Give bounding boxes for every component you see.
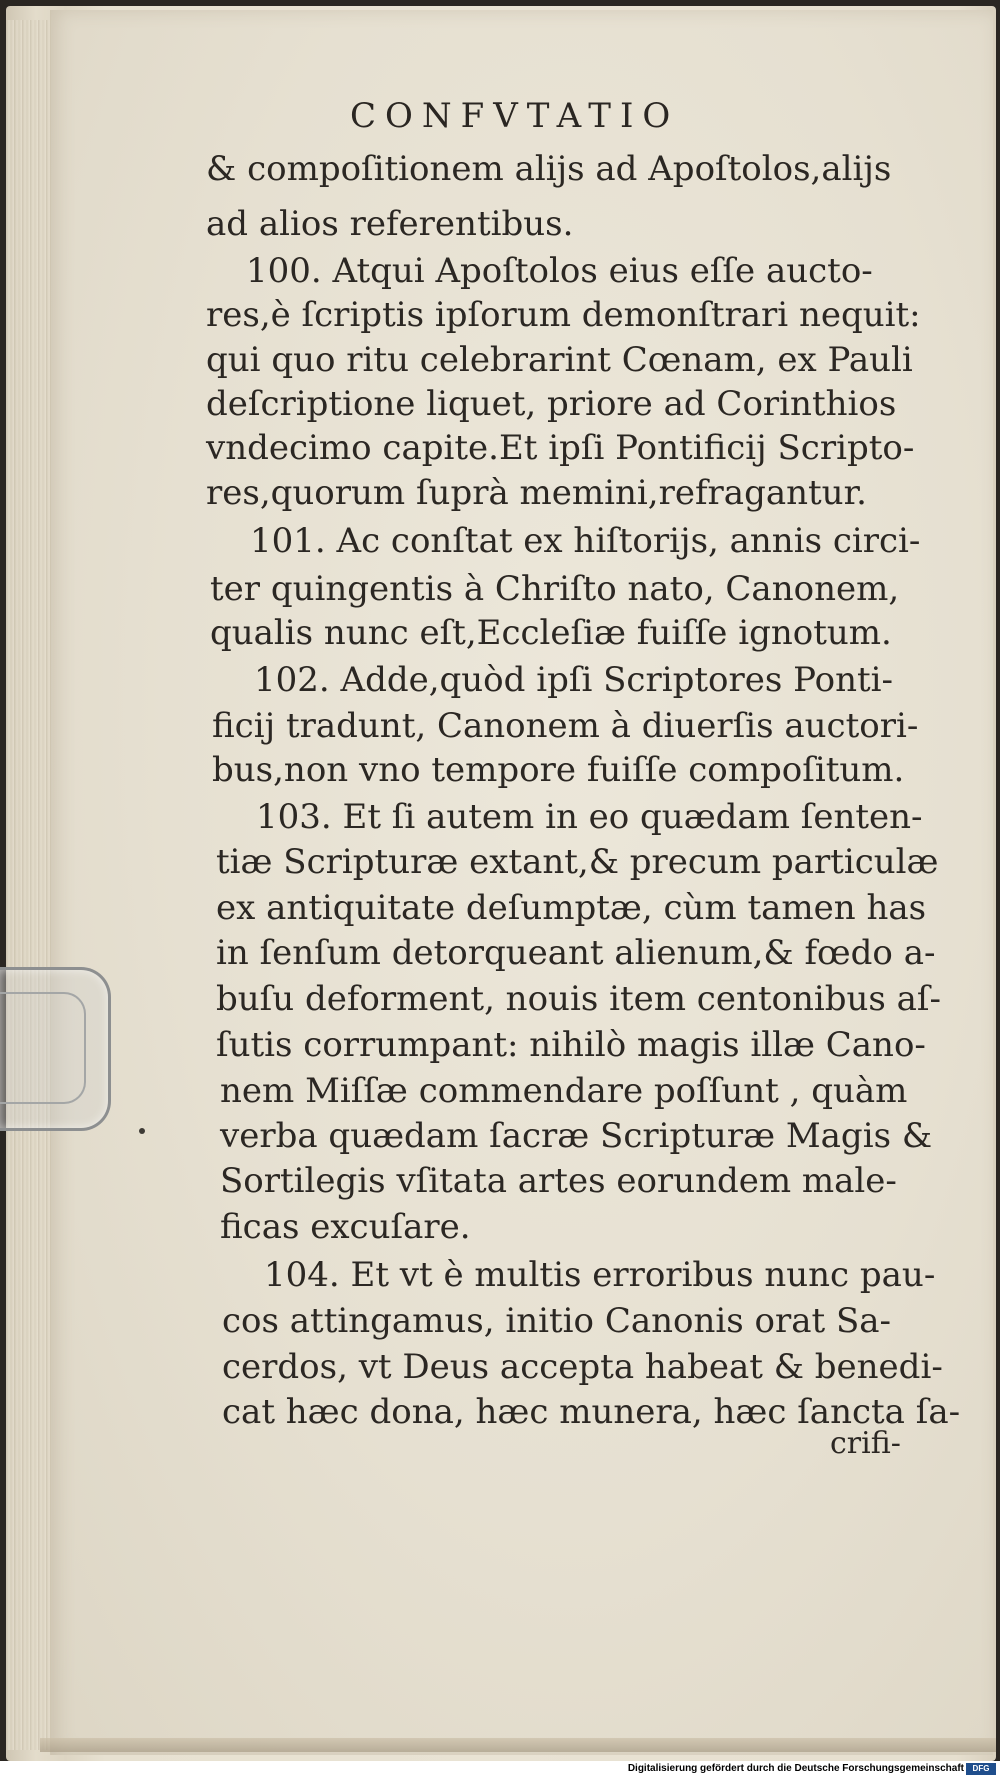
text-line: res,quorum ſuprà memini,refragantur. — [206, 473, 867, 513]
footer-credit: Digitalisierung gefördert durch die Deutsche Forschungsgemeinschaft — [627, 1763, 964, 1774]
text-line: buſu deforment, nouis item centonibus aſ- — [216, 979, 942, 1019]
ink-speck — [139, 1128, 145, 1134]
text-line: 100. Atqui Apoſtolos eius eſſe aucto- — [246, 251, 873, 291]
text-line: deſcriptione liquet, priore ad Corinthios — [206, 384, 897, 424]
text-line: cat hæc dona, hæc munera, hæc ſancta ſa- — [222, 1392, 961, 1432]
text-line: nem Miſſæ commendare poſſunt , quàm — [220, 1071, 908, 1111]
running-head: CONFVTATIO — [350, 96, 680, 136]
page-bottom-edge — [40, 1738, 996, 1752]
catchword: crifi- — [830, 1426, 901, 1461]
text-line: vndecimo capite.Et ipſi Pontificij Scripto- — [206, 428, 915, 468]
text-line: & compoſitionem alijs ad Apoſtolos,alijs — [206, 149, 892, 189]
text-line: cos attingamus, initio Canonis orat Sa- — [222, 1301, 892, 1341]
text-line: in ſenſum detorqueant alienum,& fœdo a- — [216, 933, 936, 973]
text-line: verba quædam ſacræ Scripturæ Magis & — [220, 1116, 933, 1156]
text-line: ficij tradunt, Canonem à diuerſis auctori- — [212, 706, 919, 746]
text-line: ſutis corrumpant: nihilò magis illæ Cano- — [216, 1025, 926, 1065]
text-line: 103. Et ſi autem in eo quædam ſenten- — [256, 797, 923, 837]
text-line: 104. Et vt è multis erroribus nunc pau- — [264, 1255, 936, 1295]
text-line: ficas excuſare. — [220, 1207, 471, 1247]
text-line: 101. Ac conſtat ex hiſtorijs, annis circi- — [250, 521, 921, 561]
text-line: 102. Adde,quòd ipſi Scriptores Ponti- — [254, 660, 894, 700]
glass-clip-inner — [0, 992, 86, 1104]
text-line: ad alios referentibus. — [206, 204, 574, 244]
page-edges — [6, 20, 56, 1750]
text-line: qualis nunc eſt,Eccleſiæ fuiſſe ignotum. — [210, 613, 892, 653]
text-line: qui quo ritu celebrarint Cœnam, ex Pauli — [206, 340, 913, 380]
text-line: cerdos, vt Deus accepta habeat & benedi- — [222, 1347, 943, 1387]
text-line: Sortilegis vſitata artes eorundem male- — [220, 1161, 897, 1201]
text-line: ex antiquitate deſumptæ, cùm tamen has — [216, 888, 927, 928]
text-line: res,è ſcriptis ipſorum demonſtrari nequit: — [206, 295, 921, 335]
text-line: ter quingentis à Chriſto nato, Canonem, — [210, 569, 900, 609]
dfg-logo: DFG — [966, 1763, 996, 1775]
text-line: bus,non vno tempore fuiſſe compoſitum. — [212, 750, 905, 790]
text-line: tiæ Scripturæ extant,& precum particulæ — [216, 842, 939, 882]
